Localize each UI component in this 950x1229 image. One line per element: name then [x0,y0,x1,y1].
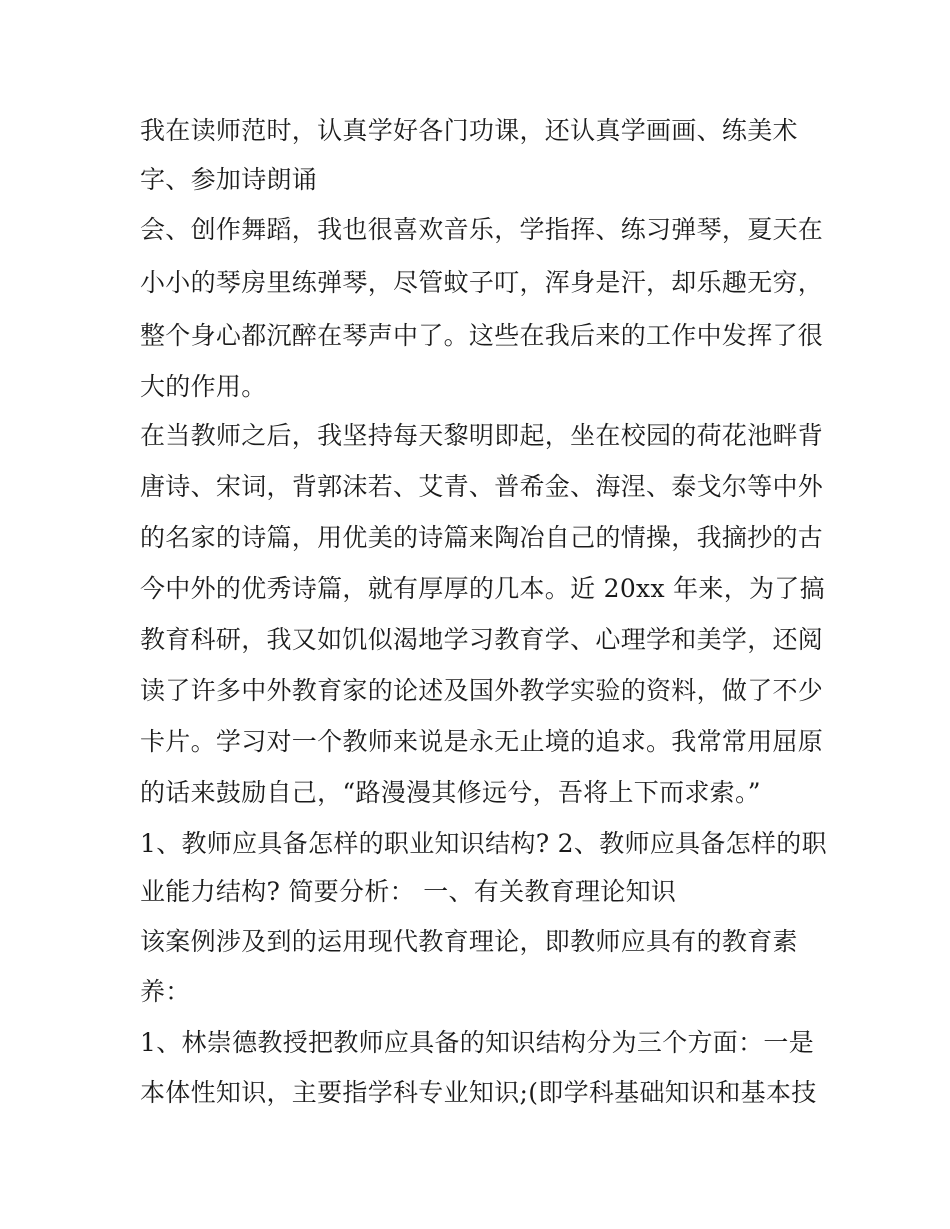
text-line: 字、参加诗朗诵 [140,165,318,194]
text-line: 养： [140,977,191,1006]
text-line: 整个身心都沉醉在琴声中了。这些在我后来的工作中发挥了很 [140,321,824,350]
text-line: 小小的琴房里练弹琴，尽管蚊子叮，浑身是汗，却乐趣无穷， [140,268,824,297]
text-line: 会、创作舞蹈，我也很喜欢音乐，学指挥、练习弹琴，夏天在 [140,215,824,244]
text-line: 1、林崇德教授把教师应具备的知识结构分为三个方面：一是 [140,1028,815,1057]
text-line: 本体性知识，主要指学科专业知识;(即学科基础知识和基本技 [140,1078,817,1107]
text-line: 1、教师应具备怎样的职业知识结构? 2、教师应具备怎样的职 [140,829,827,858]
text-line: 该案例涉及到的运用现代教育理论，即教师应具有的教育素 [140,927,798,956]
text-line: 的话来鼓励自己，“路漫漫其修远兮，吾将上下而求索。” [140,778,761,807]
text-line: 在当教师之后，我坚持每天黎明即起，坐在校园的荷花池畔背 [140,421,824,450]
text-line: 大的作用。 [140,372,267,401]
text-line: 我在读师范时，认真学好各门功课，还认真学画画、练美术 [140,116,798,145]
text-line: 今中外的优秀诗篇，就有厚厚的几本。近 20xx 年来，为了搞 [140,574,825,603]
text-line: 业能力结构? 简要分析： 一、有关教育理论知识 [140,877,677,906]
text-line: 教育科研，我又如饥似渴地学习教育学、心理学和美学，还阅 [140,625,824,654]
text-line: 的名家的诗篇，用优美的诗篇来陶冶自己的情操，我摘抄的古 [140,523,824,552]
text-line: 卡片。学习对一个教师来说是永无止境的追求。我常常用屈原 [140,727,824,756]
text-line: 读了许多中外教育家的论述及国外教学实验的资料，做了不少 [140,676,824,705]
text-line: 唐诗、宋词，背郭沫若、艾青、普希金、海涅、泰戈尔等中外 [140,472,824,501]
